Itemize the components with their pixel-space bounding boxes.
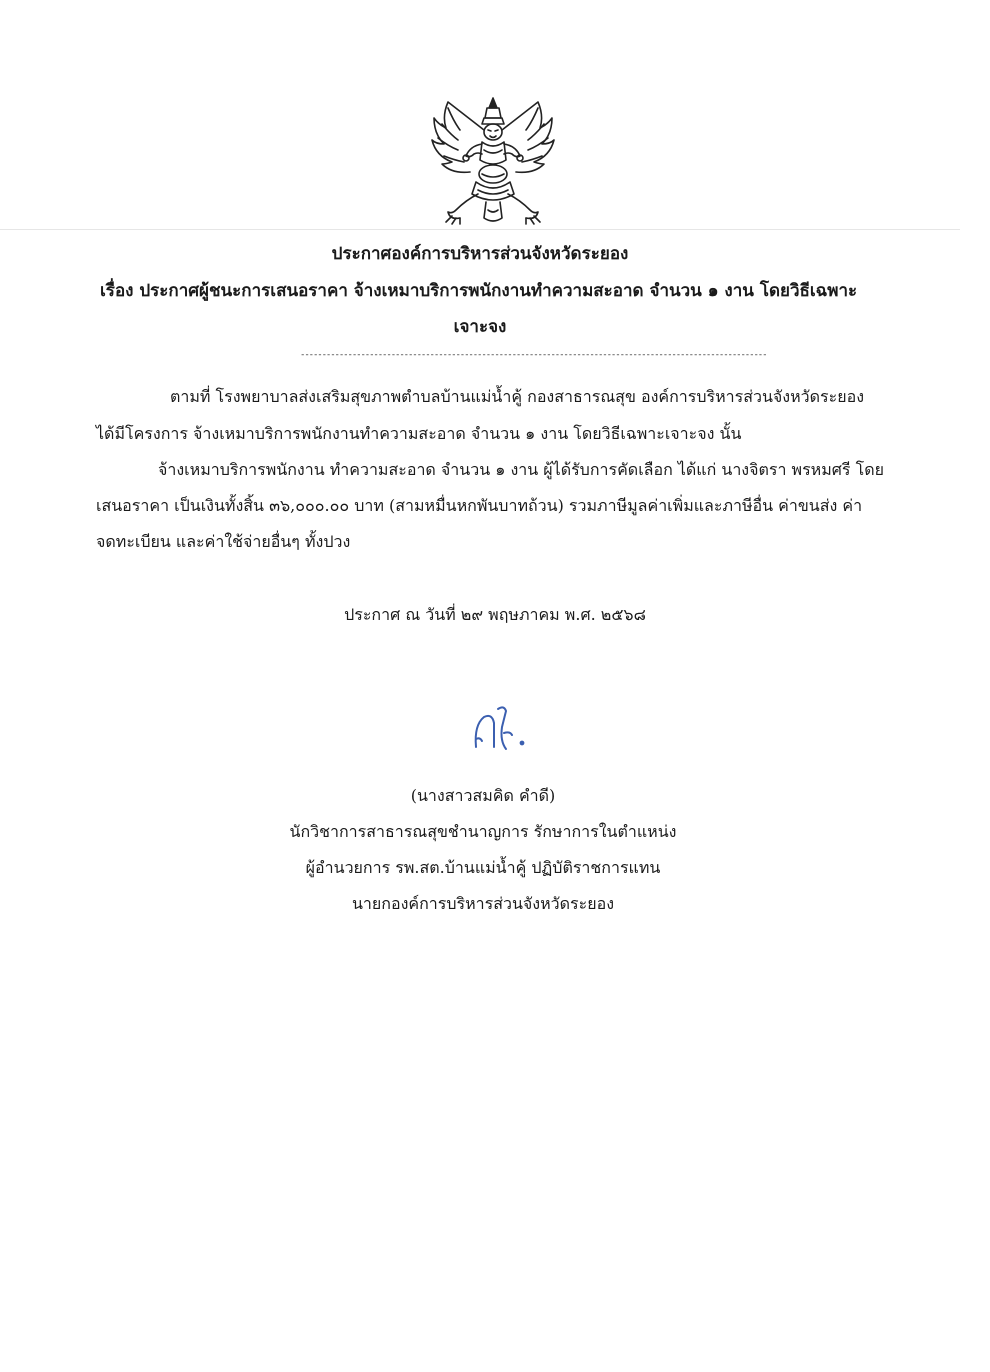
body-line-2: ได้มีโครงการ จ้างเหมาบริการพนักงานทำความสะอาด จำนวน ๑ งาน โดยวิธีเฉพาะเจาะจง นั้น [96, 424, 742, 443]
body-line-3: จ้างเหมาบริการพนักงาน ทำความสะอาด จำนวน ๑ งาน ผู้ได้รับการคัดเลือก ได้แก่ นางจิตรา พรหมศรี โดย [158, 460, 884, 479]
signatory-name: (นางสาวสมคิด คำดี) [410, 786, 556, 805]
announcement-subject-continued: เจาะจง [453, 317, 507, 337]
garuda-emblem-icon [426, 94, 560, 228]
handwritten-signature-icon [466, 703, 536, 763]
announcement-subject: เรื่อง ประกาศผู้ชนะการเสนอราคา จ้างเหมาบริการพนักงานทำความสะอาด จำนวน ๑ งาน โดยวิธีเฉพาะ [100, 281, 858, 301]
announcement-date: ประกาศ ณ วันที่ ๒๙ พฤษภาคม พ.ศ. ๒๕๖๘ [344, 605, 646, 624]
signatory-position-1: นักวิชาการสาธารณสุขชำนาญการ รักษาการในตำแหน่ง [289, 822, 677, 841]
signatory-position-3: นายกองค์การบริหารส่วนจังหวัดระยอง [351, 894, 615, 913]
body-line-4: เสนอราคา เป็นเงินทั้งสิ้น ๓๖,๐๐๐.๐๐ บาท (สามหมื่นหกพันบาทถ้วน) รวมภาษีมูลค่าเพิ่มและภาษีอื่น ค่าขนส่ง ค่า [96, 496, 863, 515]
dashed-separator: ------------------------------------------------------------------------------------------------------------ [300, 350, 767, 360]
signatory-position-2: ผู้อำนวยการ รพ.สต.บ้านแม่น้ำคู้ ปฏิบัติราชการแทน [305, 858, 661, 877]
body-line-1: ตามที่ โรงพยาบาลส่งเสริมสุขภาพตำบลบ้านแม่น้ำคู้ กองสาธารณสุข องค์การบริหารส่วนจังหวัดระยอง [170, 387, 865, 406]
scan-artifact-line [0, 229, 960, 230]
announcement-issuer: ประกาศองค์การบริหารส่วนจังหวัดระยอง [331, 244, 629, 264]
body-line-5: จดทะเบียน และค่าใช้จ่ายอื่นๆ ทั้งปวง [96, 532, 351, 551]
